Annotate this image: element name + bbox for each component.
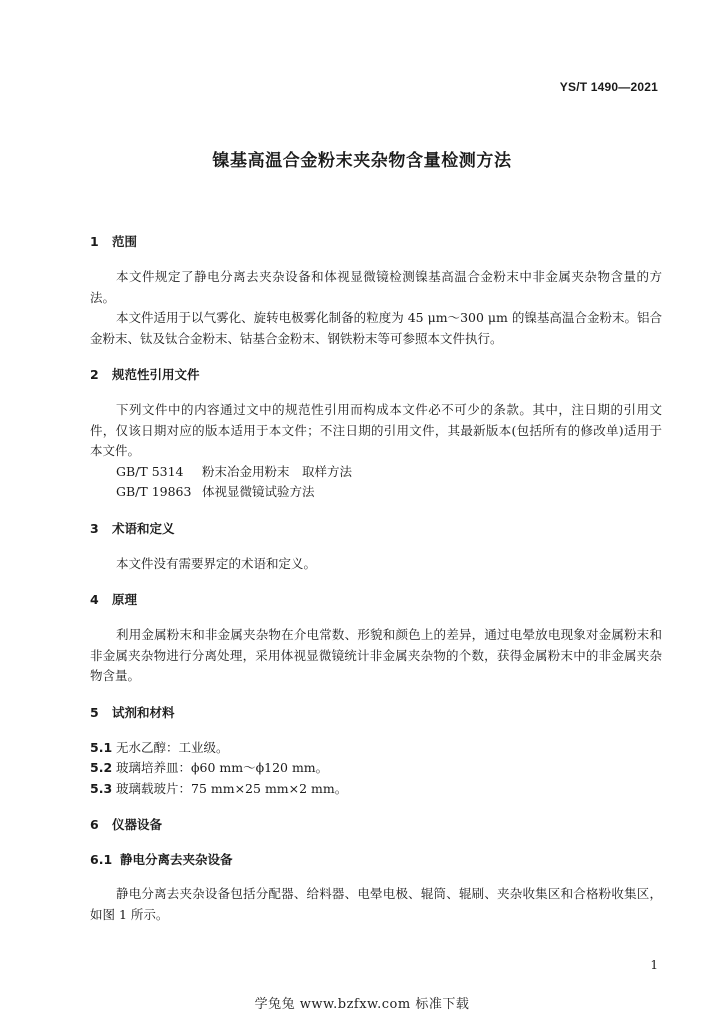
scope-paragraph-2: 本文件适用于以气雾化、旋转电极雾化制备的粒度为 45 μm～300 μm 的镍基高温合金粉末。铝合金粉末、钛及钛合金粉末、钴基合金粉末、钢铁粉末等可参照本文件执行。 xyxy=(90,310,662,346)
section-title: 规范性引用文件 xyxy=(112,367,200,382)
section-number: 2 xyxy=(90,367,99,382)
reference-name: 粉末冶金用粉末 取样方法 xyxy=(202,463,353,479)
document-title: 镍基高温合金粉末夹杂物含量检测方法 xyxy=(212,151,512,171)
section-title: 仪器设备 xyxy=(112,817,163,832)
item-number: 5.3 xyxy=(90,780,113,796)
principle-paragraph: 利用金属粉末和非金属夹杂物在介电常数、形貌和颜色上的差异，通过电晕放电现象对金属粉末和非金属夹杂物进行分离处理，采用体视显微镜统计非金属夹杂物的个数，获得金属粉末中的非金属夹杂物含量。 xyxy=(90,627,662,683)
page-number: 1 xyxy=(650,958,658,972)
section-title: 术语和定义 xyxy=(112,520,175,536)
section-number: 5 xyxy=(90,704,99,720)
reference-item xyxy=(90,462,662,483)
document-body xyxy=(90,232,662,925)
section-4-heading xyxy=(90,590,662,610)
section-6-heading xyxy=(90,815,662,835)
section-title: 范围 xyxy=(112,234,138,249)
reference-item xyxy=(90,482,662,503)
terms-paragraph: 本文件没有需要界定的术语和定义。 xyxy=(116,555,317,571)
reference-code: GB/T 19863 xyxy=(116,484,192,499)
section-number: 6 xyxy=(90,817,99,832)
subsection-6-1-heading xyxy=(90,850,662,870)
reference-code: GB/T 5314 xyxy=(116,463,184,479)
item-text: 无水乙醇：工业级。 xyxy=(116,739,229,755)
section-3-heading xyxy=(90,519,662,539)
section-1-heading xyxy=(90,232,662,252)
section-2-heading xyxy=(90,365,662,385)
material-item xyxy=(90,779,662,800)
material-item xyxy=(90,758,662,779)
standard-number: YS/T 1490—2021 xyxy=(559,80,658,94)
equipment-paragraph: 静电分离去夹杂设备包括分配器、给料器、电晕电极、辊筒、辊刷、夹杂收集区和合格粉收集区，如图 1 所示。 xyxy=(90,886,662,922)
reference-name: 体视显微镜试验方法 xyxy=(202,484,315,499)
section-title: 试剂和材料 xyxy=(112,704,175,720)
item-text: 玻璃载玻片：75 mm×25 mm×2 mm。 xyxy=(116,780,348,796)
section-number: 4 xyxy=(90,592,99,607)
scope-paragraph-1: 本文件规定了静电分离去夹杂设备和体视显微镜检测镍基高温合金粉末中非金属夹杂物含量的方法。 xyxy=(90,269,662,305)
normative-references-paragraph: 下列文件中的内容通过文中的规范性引用而构成本文件必不可少的条款。其中，注日期的引用文件，仅该日期对应的版本适用于本文件；不注日期的引用文件，其最新版本(包括所有的修改单)适用于本文件。 xyxy=(90,402,662,458)
item-number: 5.1 xyxy=(90,739,113,755)
subsection-number: 6.1 xyxy=(90,852,113,867)
watermark-footer: 学兔兔 www.bzfxw.com 标准下载 xyxy=(254,997,470,1012)
item-number: 5.2 xyxy=(90,760,113,775)
subsection-title: 静电分离去夹杂设备 xyxy=(120,852,233,867)
material-item xyxy=(90,738,662,759)
section-5-heading xyxy=(90,703,662,723)
section-title: 原理 xyxy=(112,592,138,607)
section-number: 3 xyxy=(90,520,99,536)
section-number: 1 xyxy=(90,234,99,249)
item-text: 玻璃培养皿：ϕ60 mm～ϕ120 mm。 xyxy=(116,760,329,775)
